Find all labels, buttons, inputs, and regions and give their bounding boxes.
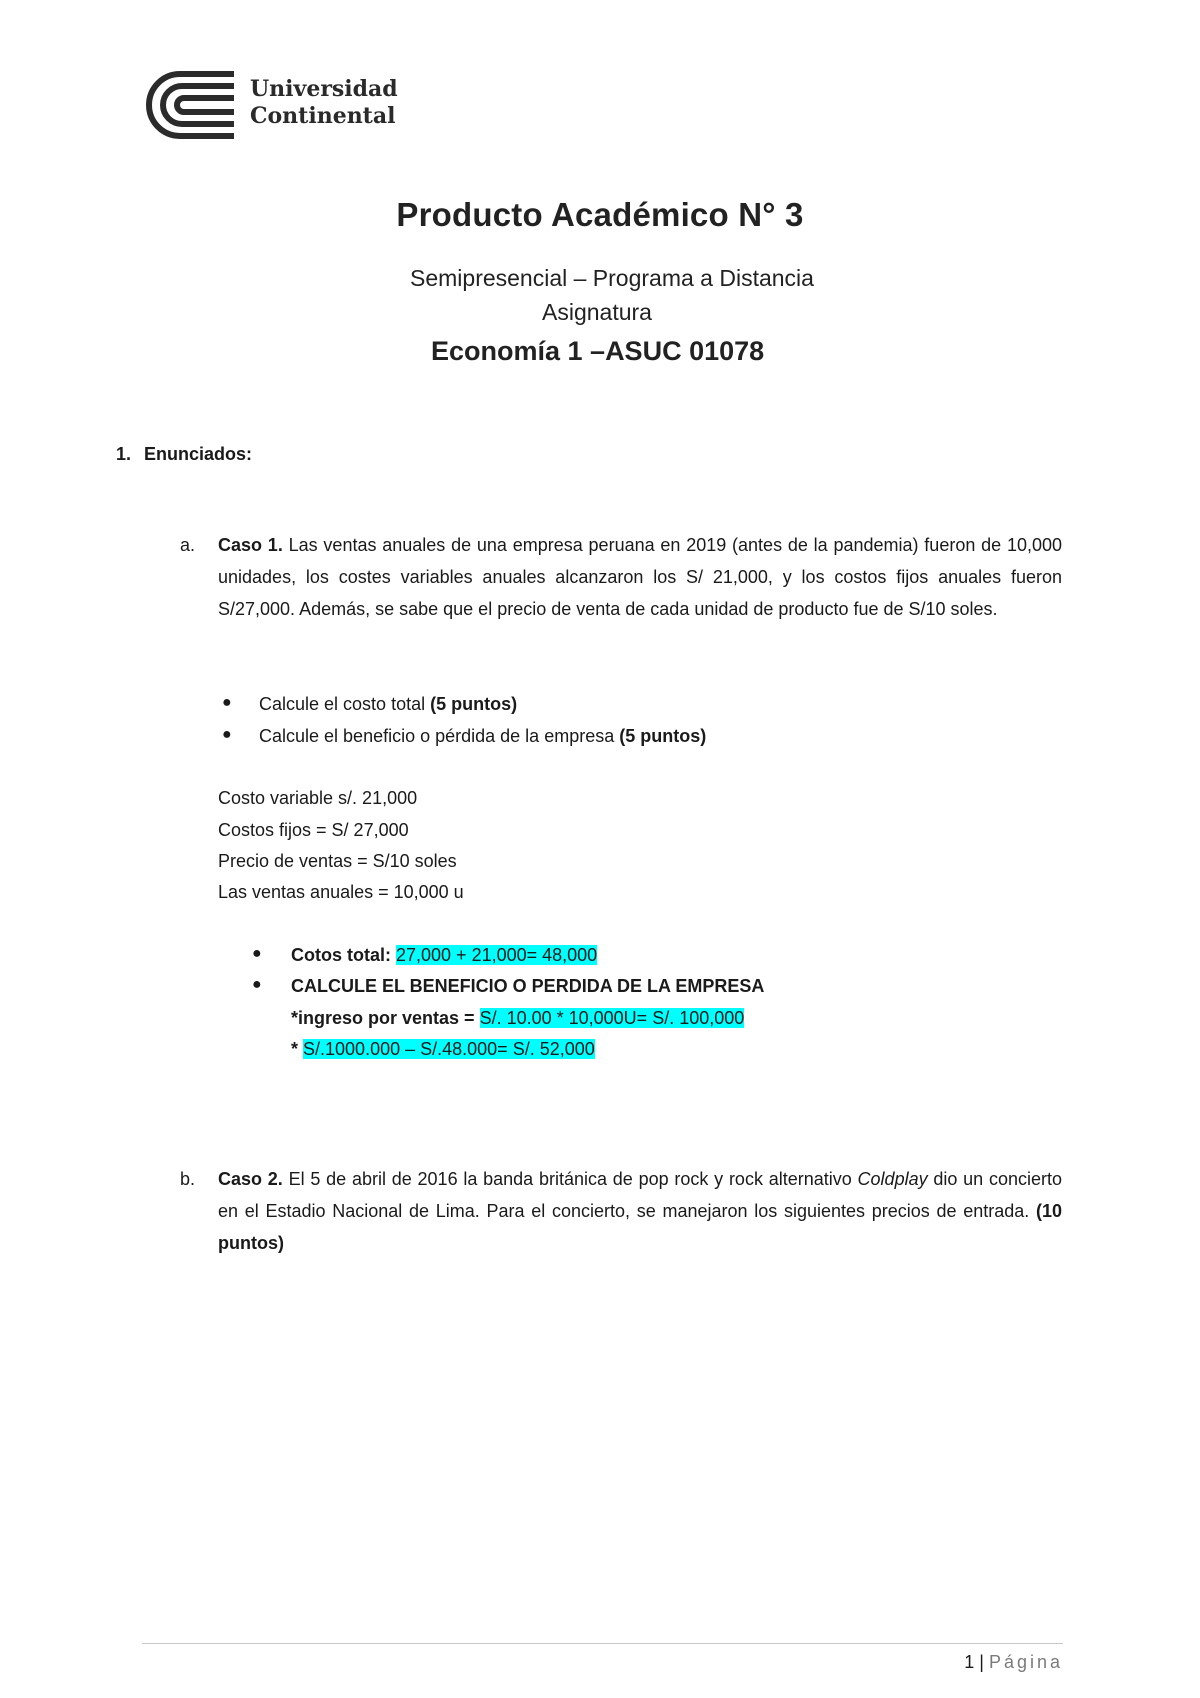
caso1-task-2 [259, 720, 706, 752]
university-logo [142, 70, 402, 142]
caso2-lead: Caso 2. [218, 1169, 283, 1189]
caso1-text: Las ventas anuales de una empresa peruana en 2019 (antes de la pandemia) fueron de 10,000 unidades, los costes variables anuales alcanzaron los S/ 21,000, y los costos fijos anuales fueron S/27,000. Además, se sabe que el precio de venta de cada unidad de producto fue de S/10 soles. [218, 535, 1063, 619]
bullet-icon: ● [222, 694, 232, 711]
footer-divider [142, 1643, 1063, 1644]
answer-income [291, 1002, 744, 1034]
bullet-icon: ● [252, 945, 262, 962]
logo-line-1: Universidad [250, 76, 398, 102]
bullet-icon: ● [222, 726, 232, 743]
answer-total-cost [291, 939, 597, 971]
caso1-lead: Caso 1. [218, 535, 283, 555]
page-label: Página [988, 1652, 1063, 1672]
subject-title: Economía 1 –ASUC 01078 [431, 336, 765, 366]
data-line-annual-sales: Las ventas anuales = 10,000 u [218, 882, 464, 902]
answer-label: *ingreso por ventas = [291, 1008, 480, 1028]
caso2-paragraph [218, 1163, 1062, 1259]
bullet-icon: ● [252, 976, 262, 993]
logo-line-2: Continental [250, 103, 396, 129]
answer-heading: CALCULE EL BENEFICIO O PERDIDA DE LA EMPRESA [291, 976, 765, 996]
task-points: (5 puntos) [619, 726, 707, 746]
caso2-points: (10 puntos) [218, 1201, 1062, 1253]
logo-wordmark [250, 76, 398, 130]
caso1-task-1 [259, 688, 517, 720]
answer-label: Cotos total: [291, 945, 396, 965]
task-points: (5 puntos) [430, 694, 518, 714]
answer-highlight: 27,000 + 21,000= 48,000 [396, 945, 598, 965]
caso1-paragraph [218, 529, 1062, 625]
section-number: 1. [116, 444, 132, 464]
answer-highlight: S/.1000.000 – S/.48.000= S/. 52,000 [303, 1039, 595, 1059]
caso2-marker: b. [180, 1169, 196, 1189]
data-line-price: Precio de ventas = S/10 soles [218, 851, 457, 871]
answer-highlight: S/. 10.00 * 10,000U= S/. 100,000 [479, 1008, 745, 1028]
task-text: Calcule el costo total [259, 694, 431, 714]
caso2-text-before: El 5 de abril de 2016 la banda británica de pop rock y rock alternativo [282, 1169, 858, 1189]
answer-profit [291, 1033, 595, 1065]
task-text: Calcule el beneficio o pérdida de la empresa [259, 726, 620, 746]
data-line-fixed-cost: Costos fijos = S/ 27,000 [218, 820, 409, 840]
document-title: Producto Académico N° 3 [396, 196, 804, 233]
data-line-variable-cost: Costo variable s/. 21,000 [218, 788, 418, 808]
band-name: Coldplay [857, 1169, 928, 1189]
continental-logo-icon [142, 70, 238, 140]
section-title: Enunciados: [144, 444, 253, 464]
caso1-marker: a. [180, 535, 196, 555]
page-footer [964, 1652, 1063, 1673]
caso2-text-after: dio un concierto en el Estadio Nacional de Lima. Para el concierto, se manejaron los siguientes precios de entrada. [218, 1169, 1062, 1221]
subject-label: Asignatura [542, 299, 652, 325]
footer-separator: | [979, 1652, 984, 1672]
page-number: 1 [964, 1652, 975, 1672]
modality-subtitle: Semipresencial – Programa a Distancia [410, 265, 814, 291]
answer-label: * [291, 1039, 304, 1059]
